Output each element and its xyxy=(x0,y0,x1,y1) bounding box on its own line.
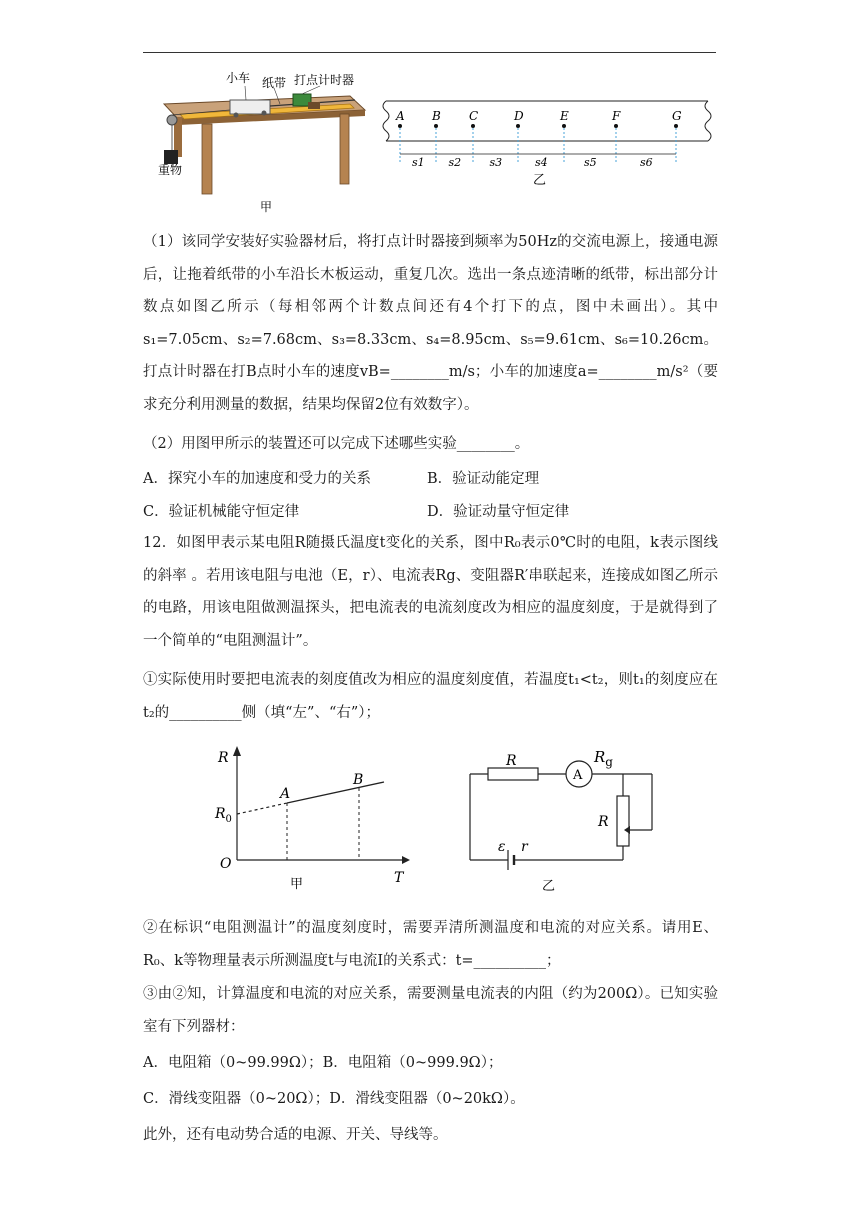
label-timer: 打点计时器 xyxy=(294,73,355,87)
circuit-rg-sub: g xyxy=(605,755,613,769)
graph-y-label: R xyxy=(218,750,229,766)
svg-text:R0 xyxy=(214,806,232,825)
tape-points xyxy=(395,109,682,169)
option-b: B．验证动能定理 xyxy=(427,471,540,487)
tape-figure xyxy=(378,96,713,186)
graph-x-label: T xyxy=(394,870,404,886)
q12-step3: ③由②知，计算温度和电流的对应关系，需要测量电流表的内阻（约为200Ω）。已知实验室有下列器材： xyxy=(143,986,718,1035)
r-t-graph xyxy=(212,742,412,892)
segment-label: s4 xyxy=(535,156,548,169)
tape-dot xyxy=(434,124,438,128)
tape-point-label: C xyxy=(469,109,479,123)
tape-dot xyxy=(471,124,475,128)
q12-intro: 12．如图甲表示某电阻R随摄氏温度t变化的关系，图中R₀表示0℃时的电阻，k表示图线的斜率 。若用该电阻与电池（E，r）、电流表Rg、变阻器R′串联起来，连接成如图乙所示的电路，用该电阻做测温探头，把电流表的电流刻度改为相应的温度刻度，于是就得到了一个简单的“电阻测温计”。 xyxy=(143,535,718,649)
apparatus-figure xyxy=(150,62,375,217)
tape-dot xyxy=(614,124,618,128)
q12-step1: ①实际使用时要把电流表的刻度值改为相应的温度刻度值，若温度t₁<t₂，则t₁的刻度应在t₂的__________侧（填“左”、“右”）； xyxy=(143,672,718,721)
equipment-cd: C．滑线变阻器（0~20Ω）；D．滑线变阻器（0~20kΩ）。 xyxy=(143,1091,525,1107)
graph-origin: O xyxy=(220,856,232,872)
circuit-rg-label: R xyxy=(594,748,606,766)
graph-point-a: A xyxy=(280,786,291,802)
circuit-r-internal-label: r xyxy=(521,839,528,855)
caption-yi-top: 乙 xyxy=(533,173,547,186)
tape-point-label: G xyxy=(672,109,682,123)
label-weight: 重物 xyxy=(158,163,183,177)
segment-label: s3 xyxy=(489,156,503,169)
caption-yi-circuit: 乙 xyxy=(542,879,556,892)
graph-r0-sub: 0 xyxy=(225,814,232,825)
tape-dot xyxy=(398,124,402,128)
label-car: 小车 xyxy=(226,71,251,85)
segment-label: s2 xyxy=(448,156,462,169)
graph-r0: R xyxy=(215,806,226,822)
circuit-r-label: R xyxy=(506,753,517,769)
tape-point-label: E xyxy=(560,109,569,123)
caption-jia-top: 甲 xyxy=(260,200,273,214)
tape-point-label: A xyxy=(396,109,405,123)
segment-label: s5 xyxy=(584,156,597,169)
segment-label: s6 xyxy=(640,156,653,169)
label-tape: 纸带 xyxy=(262,76,287,90)
header-rule xyxy=(143,52,716,53)
segment-label: s1 xyxy=(412,156,425,169)
q11-part2: （2）用图甲所示的装置还可以完成下述哪些实验________。 xyxy=(143,436,530,452)
circuit-emf-label: ε xyxy=(498,839,506,855)
ammeter-a-label: A xyxy=(573,768,583,783)
svg-text:Rg xyxy=(593,748,613,769)
option-a: A．探究小车的加速度和受力的关系 xyxy=(143,471,371,487)
circuit-diagram xyxy=(458,746,668,892)
tape-dot xyxy=(562,124,566,128)
caption-jia-graph: 甲 xyxy=(290,877,304,892)
option-d: D．验证动量守恒定律 xyxy=(427,504,570,520)
tape-point-label: D xyxy=(514,109,524,123)
tape-point-label: B xyxy=(432,109,441,123)
tape-dot xyxy=(516,124,520,128)
graph-point-b: B xyxy=(353,772,364,788)
closing-note: 此外，还有电动势合适的电源、开关、导线等。 xyxy=(143,1127,448,1143)
q11-part1: （1）该同学安装好实验器材后，将打点计时器接到频率为50Hz的交流电源上，接通电源后，让拖着纸带的小车沿长木板运动，重复几次。选出一条点迹清晰的纸带，标出部分计数点如图乙所示（每相邻两个计数点间还有4个打下的点，图中未画出）。其中s₁=7.05cm、s₂=7.68cm、s₃=8.33cm、s₄=8.95cm、s₅=9.61cm、s₆=10.26cm。打点计时器在打B点时小车的速度vB=________m/s；小车的加速度a=________m/s²（要求充分利用测量的数据，结果均保留2位有效数字）。 xyxy=(143,234,718,413)
tape-dot xyxy=(674,124,678,128)
circuit-rheostat-label: R xyxy=(598,814,609,830)
tape-point-label: F xyxy=(612,109,621,123)
equipment-ab: A．电阻箱（0~99.99Ω）；B．电阻箱（0~999.9Ω）； xyxy=(143,1055,503,1071)
q12-step2: ②在标识“电阻测温计”的温度刻度时，需要弄清所测温度和电流的对应关系。请用E、R₀、k等物理量表示所测温度t与电流I的关系式：t=__________； xyxy=(143,920,718,969)
option-c: C．验证机械能守恒定律 xyxy=(143,504,300,520)
